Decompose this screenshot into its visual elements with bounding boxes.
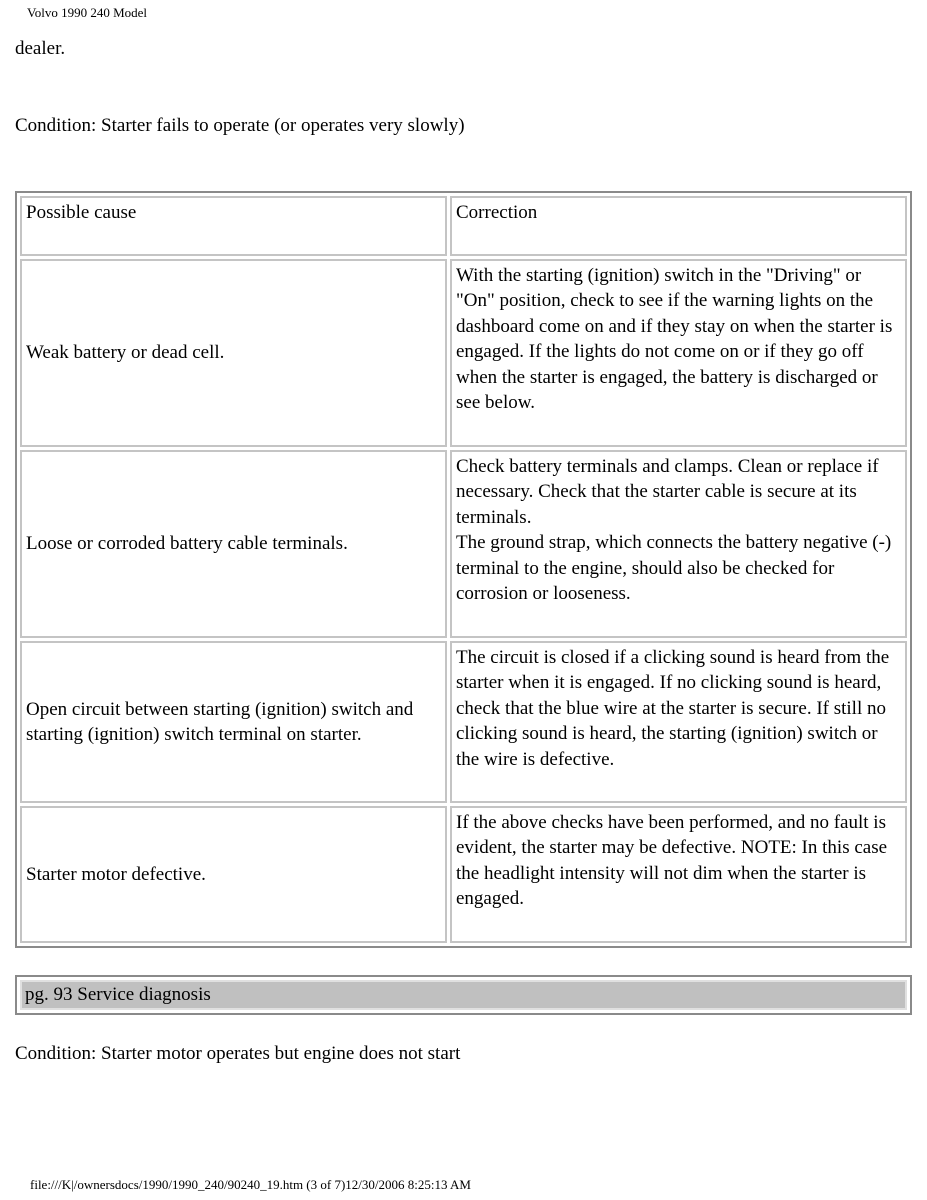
- correction-cell: If the above checks have been performed, and no fault is evident, the starter may be defective. NOTE: In this case the headlight intensity will not dim when the starter is engaged.: [450, 806, 907, 943]
- condition-heading: Condition: Starter fails to operate (or operates very slowly): [15, 115, 465, 136]
- cause-cell: Open circuit between starting (ignition) switch and starting (ignition) switch terminal on starter.: [20, 641, 447, 803]
- table-row: [20, 806, 907, 943]
- table-header-row: [20, 196, 907, 256]
- diagnosis-table: [15, 191, 912, 948]
- correction-cell: With the starting (ignition) switch in the "Driving" or "On" position, check to see if the warning lights on the dashboard come on and if they stay on when the starter is engaged. If the lights do not come on or if they go off when the starter is engaged, the battery is discharged or see below.: [450, 259, 907, 447]
- header-cell-cause: Possible cause: [20, 196, 447, 256]
- page-footer-path: file:///K|/ownersdocs/1990/1990_240/90240_19.htm (3 of 7)12/30/2006 8:25:13 AM: [30, 1177, 471, 1192]
- table-row: [20, 450, 907, 638]
- cause-cell: Loose or corroded battery cable terminals.: [20, 450, 447, 638]
- condition-heading: Condition: Starter motor operates but engine does not start: [15, 1043, 461, 1064]
- section-title-bar: [15, 975, 912, 1015]
- cause-cell: Starter motor defective.: [20, 806, 447, 943]
- correction-line: The ground strap, which connects the battery negative (-) terminal to the engine, should also be checked for corrosion or looseness.: [456, 532, 892, 605]
- header-cell-correction: Correction: [450, 196, 907, 256]
- correction-cell: [450, 450, 907, 638]
- correction-line: Check battery terminals and clamps. Clean or replace if necessary. Check that the starter cable is secure at its terminals.: [456, 456, 879, 528]
- table-row: [20, 641, 907, 803]
- section-title: pg. 93 Service diagnosis: [20, 980, 907, 1010]
- intro-text: dealer.: [15, 38, 66, 59]
- page-header-title: Volvo 1990 240 Model: [27, 5, 148, 20]
- cause-cell: Weak battery or dead cell.: [20, 259, 447, 447]
- table-row: [20, 259, 907, 447]
- correction-cell: The circuit is closed if a clicking sound is heard from the starter when it is engaged. If no clicking sound is heard, check that the blue wire at the starter is secure. If still no clicking sound is heard, the starting (ignition) switch or the wire is defective.: [450, 641, 907, 803]
